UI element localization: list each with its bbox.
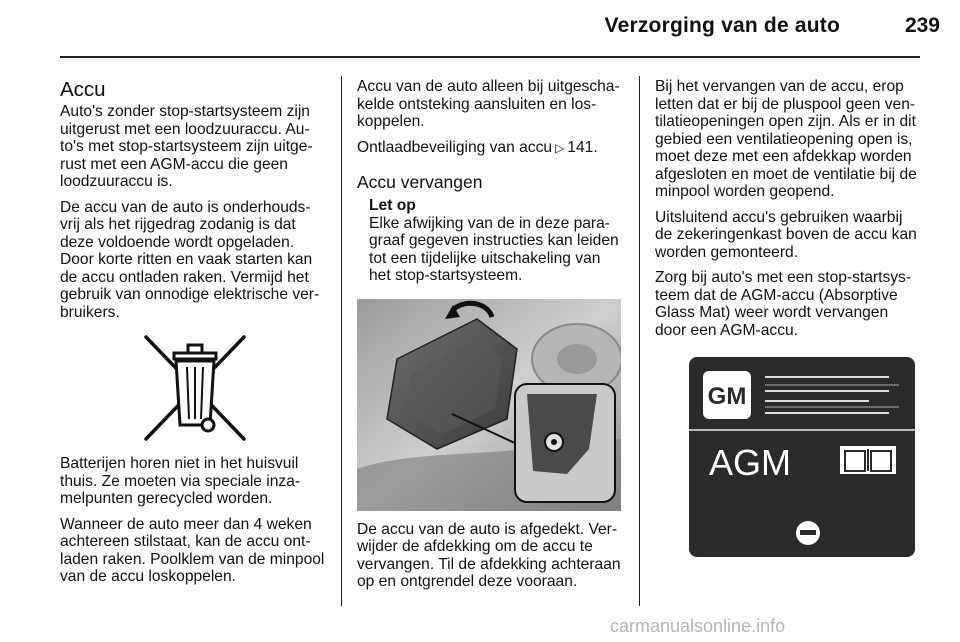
paragraph-fuse-box: Uitsluitend accu's gebruiken waarbij de zekeringenkast boven de accu kan worden gemonteerd.	[655, 208, 917, 261]
paragraph-discharge-protection	[357, 139, 625, 158]
agm-label-text: AGM	[709, 442, 792, 483]
page-number: 239	[904, 14, 940, 37]
watermark: carmanualsonline.info	[610, 616, 786, 636]
column-3	[655, 78, 923, 557]
agm-battery-label	[689, 357, 915, 557]
paragraph-connect: Accu van de auto alleen bij uitgeschakelde ontsteking aansluiten en loskoppelen.	[357, 78, 620, 130]
section-heading-accu: Accu	[60, 78, 106, 101]
column-2	[357, 78, 625, 599]
page-title: Verzorging van de auto	[604, 14, 840, 37]
crossed-bin-icon	[140, 333, 250, 443]
paragraph-vent-openings: Bij het vervangen van de accu, erop letten dat er bij de pluspool geen ventilatieopeningen open zijn. Als er in dit gebied een ventilatieopening open is, moet deze met een afdekkap worden afgesloten en moet de ventilatie bij de minpool worden geopend.	[655, 78, 917, 200]
gm-logo: GM	[707, 383, 747, 410]
page-ref-arrow-icon: ▷	[555, 140, 565, 155]
note-label: Let op	[369, 197, 416, 214]
paragraph-remove-cover: De accu van de auto is afgedekt. Verwijder de afdekking om de accu te vervangen. Til de afdekking achteraan op en ontgrendel deze vooraan.	[357, 520, 621, 590]
paragraph-maintenance: De accu van de auto is onderhoudsvrij als het rijgedrag zodanig is dat deze voldoende wordt opgeladen. Door korte ritten en vaak starten kan de accu ontladen raken. Vermijd het gebruik van onnodige elektrische verbruikers.	[60, 198, 320, 321]
subheading-replace-battery: Accu vervangen	[357, 172, 483, 192]
minus-pole-icon	[800, 530, 816, 535]
paragraph-storage: Wanneer de auto meer dan 4 weken achtereen stilstaat, kan de accu ontladen raken. Poolklem van de minpool van de accu loskoppelen.	[60, 515, 325, 585]
page-ref-link[interactable]: 141.	[567, 138, 598, 156]
note-text: Elke afwijking van de in deze paragraaf gegeven instructies kan leiden tot een tijdelijke uitschakeling van het stop-startsysteem.	[369, 214, 619, 284]
column-1	[60, 78, 325, 594]
header-rule	[60, 56, 920, 58]
column-divider-1	[341, 76, 342, 606]
battery-cover-photo	[357, 299, 621, 511]
paragraph-agm-replacement: Zorg bij auto's met een stop-startsysteem dat de AGM-accu (Absorptive Glass Mat) weer wordt vervangen door een AGM-accu.	[655, 269, 912, 339]
paragraph-battery-types: Auto's zonder stop-startsysteem zijn uitgerust met een loodzuuraccu. Auto's met stop-startsysteem zijn uitgerust met een AGM-accu die geen loodzuuraccu is.	[60, 103, 313, 190]
note-box	[369, 197, 625, 285]
column-divider-2	[639, 76, 640, 606]
discharge-protection-text: Ontlaadbeveiliging van accu	[357, 138, 553, 156]
paragraph-recycling: Batterijen horen niet in het huisvuil thuis. Ze moeten via speciale inzamelpunten gerecycled worden.	[60, 455, 301, 507]
